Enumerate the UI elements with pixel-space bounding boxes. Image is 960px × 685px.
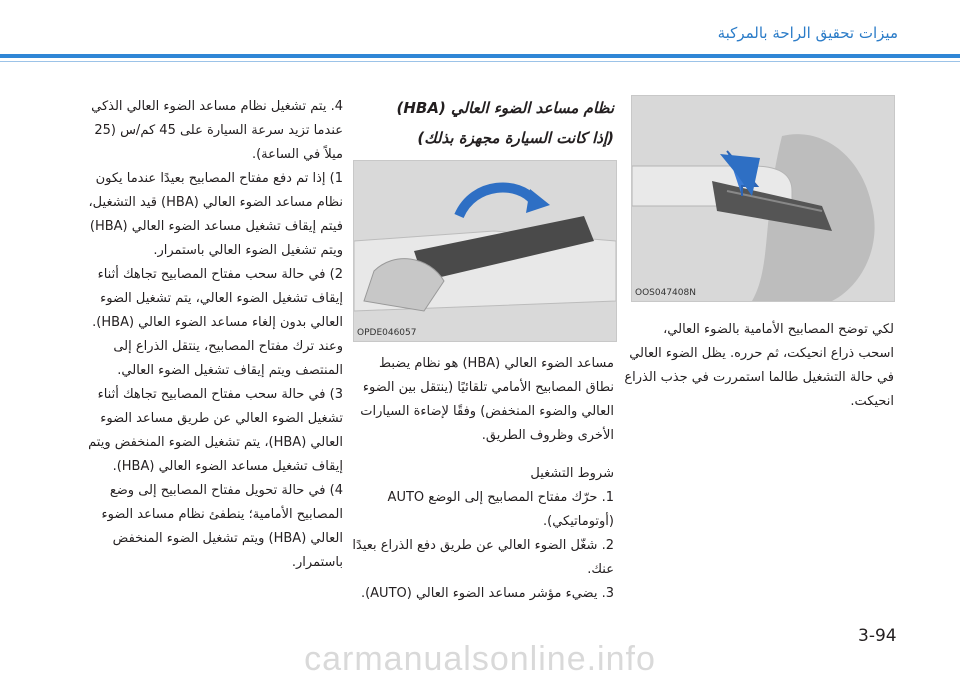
conditions-heading: شروط التشغيل xyxy=(530,466,614,481)
lever-pull-photo xyxy=(631,95,895,302)
photo-code: OPDE046057 xyxy=(357,328,417,338)
watermark: carmanualsonline.info xyxy=(304,640,656,678)
lever-push-illustration xyxy=(354,161,616,341)
photo-code: OOS047408N xyxy=(635,288,696,298)
right-column xyxy=(624,318,894,414)
section-title: ميزات تحقيق الراحة بالمركبة xyxy=(717,24,898,42)
sub-item-3: 3) في حالة سحب مفتاح المصابيح تجاهك أثناء تشغيل الضوء العالي عن طريق مساعد الضوء العالي (HBA)، يتم تشغيل الضوء المنخفض ويتم إيقاف تشغيل مساعد الضوء العالي (HBA). xyxy=(88,387,343,474)
header-rule-thin xyxy=(0,61,960,62)
sub-item-1: 1) إذا تم دفع مفتاح المصابيح بعيدًا عندما يكون نظام مساعد الضوء العالي (HBA) قيد التشغيل، فيتم إيقاف تشغيل مساعد الضوء العالي (HBA) ويتم تشغيل الضوء العالي باستمرار. xyxy=(88,171,343,258)
sub-item-2: 2) في حالة سحب مفتاح المصابيح تجاهك أثناء إيقاف تشغيل الضوء العالي، يتم تشغيل الضوء العالي بدون إلغاء مساعد الضوء العالي (HBA). وعند ترك مفتاح المصابيح، ينتقل الذراع إلى المنتصف ويتم إيقاف تشغيل الضوء العالي. xyxy=(92,267,343,378)
item-4: 4. يتم تشغيل نظام مساعد الضوء العالي الذكي عندما تزيد سرعة السيارة على 45 كم/س (25 ميلاً في الساعة). xyxy=(91,99,343,162)
header-rule xyxy=(0,54,960,58)
condition-2: 2. شغّل الضوء العالي عن طريق دفع الذراع بعيدًا عنك. xyxy=(352,538,614,577)
middle-column-body xyxy=(352,352,614,606)
page-number: 3-94 xyxy=(858,626,897,646)
left-column xyxy=(75,95,343,575)
hba-intro: مساعد الضوء العالي (HBA) هو نظام يضبط نطاق المصابيح الأمامي تلقائيًا (ينتقل بين الضوء العالي والضوء المنخفض) وفقًا لإضاءة السيارات الأخرى وظروف الطريق. xyxy=(360,356,614,443)
lever-push-photo xyxy=(353,160,617,342)
condition-1: 1. حرّك مفتاح المصابيح إلى الوضع AUTO (أوتوماتيكي). xyxy=(387,490,614,529)
lever-pull-illustration xyxy=(632,96,894,301)
condition-3: 3. يضيء مؤشر مساعد الضوء العالي (AUTO). xyxy=(360,586,614,601)
lever-pull-paragraph: لكي توضح المصابيح الأمامية بالضوء العالي، اسحب ذراع انحيكت، ثم حرره. يظل الضوء العالي في حالة التشغيل طالما استمررت في جذب الذراع انحيكت. xyxy=(624,322,894,409)
hba-title: نظام مساعد الضوء العالي (HBA) xyxy=(396,99,614,117)
hba-title-equipped: (إذا كانت السيارة مجهزة بذلك) xyxy=(417,129,614,147)
sub-item-4: 4) في حالة تحويل مفتاح المصابيح إلى وضع المصابيح الأمامية؛ ينطفئ نظام مساعد الضوء العالي (HBA) ويتم تشغيل الضوء المنخفض باستمرار. xyxy=(101,483,343,570)
